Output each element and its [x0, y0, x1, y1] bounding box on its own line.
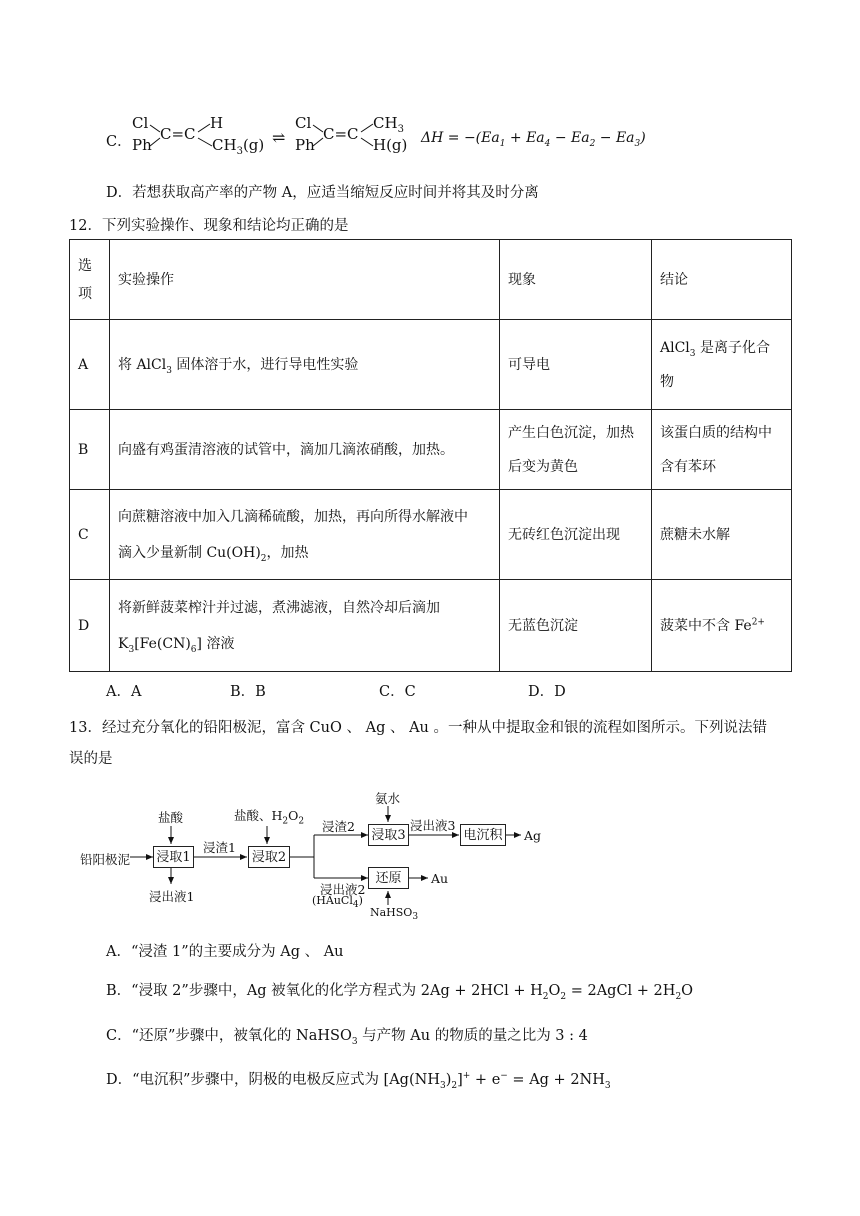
q13-option-c: C．“还原”步骤中，被氧化的 NaHSO$_3$ 与产物 Au 的物质的量之比为 3 : 4	[106, 1028, 588, 1047]
table-row: B 向盛有鸡蛋清溶液的试管中，滴加几滴浓硝酸，加热。 产生白色沉淀，加热后变为黄色 该蛋白质的结构中含有苯环	[70, 410, 792, 490]
flow-box-leach3: 浸取3	[368, 824, 409, 846]
q13-option-d: D．“电沉积”步骤中，阴极的电极反应式为 $[Ag(NH_3)_2]^+ + e^- = Ag + 2NH_3$	[106, 1071, 611, 1091]
q12-option-b: B．B	[230, 684, 266, 700]
flow-label-haucl4: (HAuCl$_4$)	[312, 894, 363, 911]
flow-label-residue1: 浸渣1	[203, 840, 236, 855]
reactant-structure: Cl Ph C=C H $CH_3(g)$	[132, 116, 272, 160]
flow-reagent-nahso3: NaHSO$_3$	[370, 906, 419, 923]
table-row: A 将 AlCl$_3$ 固体溶于水，进行导电性实验 可导电 AlCl$_3$ 是离子化合物	[70, 320, 792, 410]
flow-label-leachate3: 浸出液3	[410, 818, 456, 833]
q13-stem-line2: 误的是	[69, 751, 113, 767]
flow-label-residue2: 浸渣2	[322, 819, 355, 834]
q13-option-b: B．“浸取 2”步骤中，Ag 被氧化的化学方程式为 $2Ag + 2HCl + H_2O_2$ = 2AgCl + $2H_2O$	[106, 983, 694, 1002]
flow-box-leach1: 浸取1	[153, 846, 194, 868]
enthalpy-expression: $\Delta H = -(Ea_1 + Ea_4 - Ea_2 - Ea_3)$	[421, 130, 646, 149]
flow-reagent-hcl-h2o2: 盐酸、$H_2O_2$	[234, 808, 305, 827]
flow-box-electrodeposit: 电沉积	[460, 824, 506, 846]
header-operation: 实验操作	[110, 240, 500, 320]
table-row: D 将新鲜菠菜榨汁并过滤，煮沸滤液，自然冷却后滴加 $K_3[Fe(CN)_6]$ 溶液 无蓝色沉淀 菠菜中不含 $Fe^{2+}$	[70, 580, 792, 672]
q13-option-a: A．“浸渣 1”的主要成分为 Ag 、 Au	[106, 944, 344, 960]
header-option: 选项	[70, 240, 110, 320]
q12-option-a: A．A	[106, 684, 142, 700]
flow-start: 铅阳极泥	[80, 852, 131, 867]
q12-option-d: D．D	[528, 684, 566, 700]
item-c-label: C．	[106, 134, 132, 150]
product-structure: Cl Ph C=C $CH_3$ H(g)	[295, 116, 415, 160]
item-d: D．若想获取高产率的产物 A，应适当缩短反应时间并将其及时分离	[106, 185, 539, 201]
equilibrium-arrow: ⇌	[272, 128, 286, 147]
flow-reagent-ammonia: 氨水	[375, 791, 401, 806]
flow-label-leachate1: 浸出液1	[149, 889, 195, 904]
q12-option-c: C．C	[379, 684, 416, 700]
flow-box-leach2: 浸取2	[248, 846, 290, 868]
flow-box-reduce: 还原	[368, 867, 409, 889]
q12-stem: 12．下列实验操作、现象和结论均正确的是	[69, 218, 349, 234]
flow-reagent-hcl: 盐酸	[158, 810, 184, 825]
table-row: C 向蔗糖溶液中加入几滴稀硫酸，加热，再向所得水解液中 滴入少量新制 $Cu(OH)_2$，加热 无砖红色沉淀出现 蔗糖未水解	[70, 490, 792, 580]
flow-product-au: Au	[431, 871, 449, 886]
flow-label-leachate2: 浸出液2	[320, 882, 366, 897]
q13-stem-line1: 13．经过充分氧化的铅阳极泥，富含 CuO 、 Ag 、 Au 。一种从中提取金和银的流程如图所示。下列说法错	[69, 720, 767, 736]
flow-product-ag: Ag	[524, 828, 542, 843]
header-phenomenon: 现象	[500, 240, 652, 320]
header-conclusion: 结论	[652, 240, 792, 320]
